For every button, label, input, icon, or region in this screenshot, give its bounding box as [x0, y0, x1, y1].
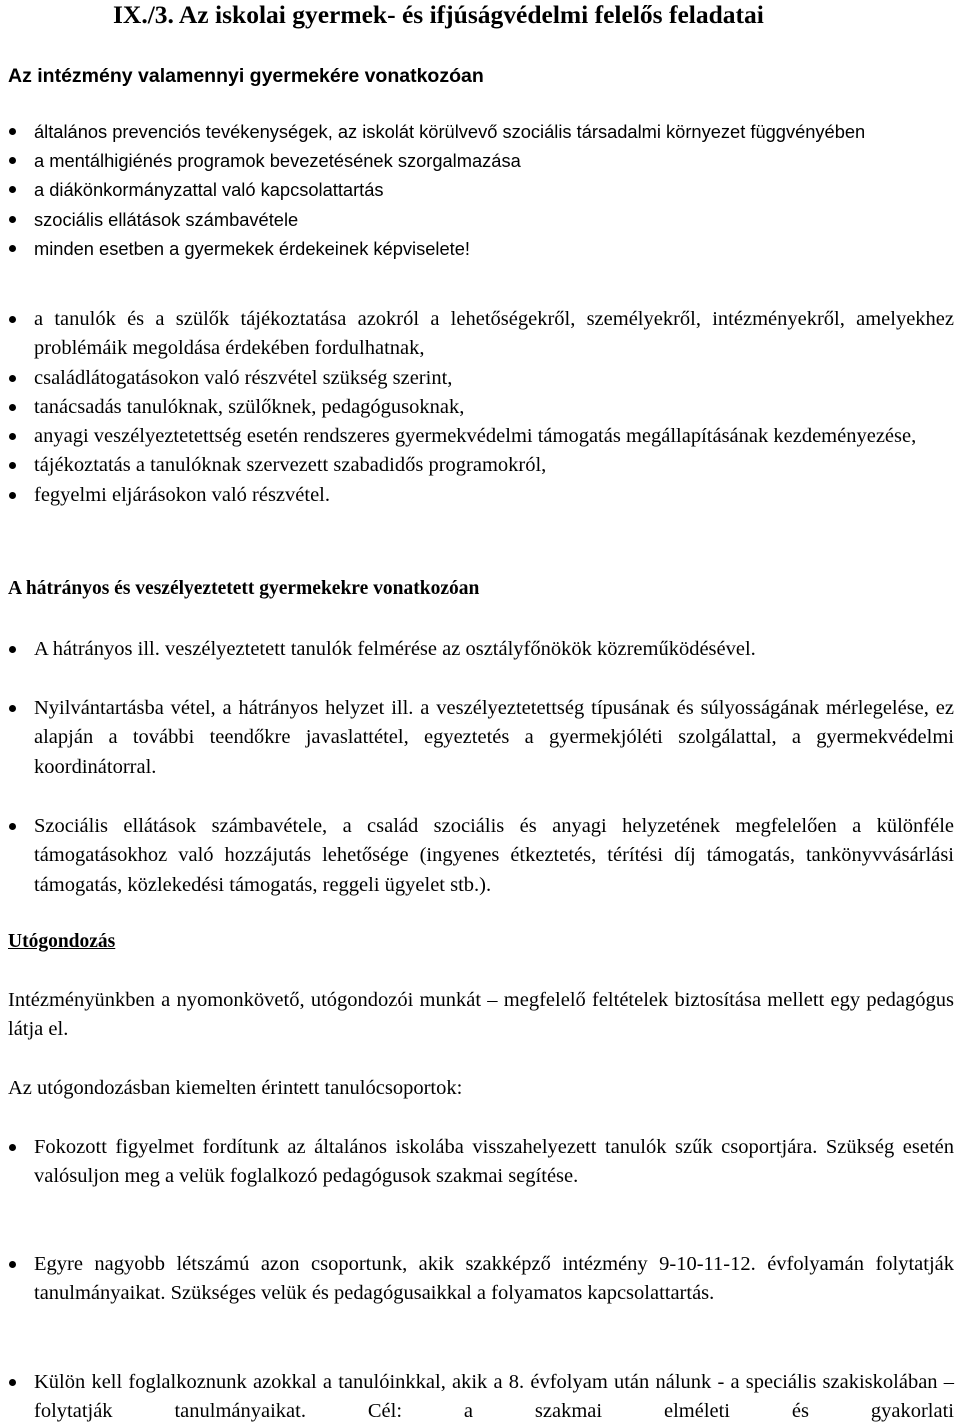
page-title: IX./3. Az iskolai gyermek- és ifjúságvédelmi felelős feladatai: [113, 0, 764, 29]
list-item: a tanulók és a szülők tájékoztatása azokról a lehetőségekről, személyekről, intézményekről, amelyekhez problémáik megoldása érdekében fordulhatnak,: [0, 305, 960, 364]
bullet-icon: [9, 375, 16, 382]
aftercare-paragraph: Intézményünkben a nyomonkövető, utógondozói munkát – megfelelő feltételek biztosítása mellett egy pedagógus látja el.: [8, 989, 954, 1041]
list-item: tájékoztatás a tanulóknak szervezett szabadidős programokról,: [0, 451, 960, 480]
disadvantaged-list-1: [0, 635, 960, 664]
general-tasks-list: [0, 117, 960, 263]
bullet-icon: [9, 186, 16, 193]
bullet-icon: [9, 823, 16, 830]
list-item: Egyre nagyobb létszámú azon csoportunk, akik szakképző intézmény 9-10-11-12. évfolyamán folytatják tanulmányaikat. Szükséges velük és pedagógusaikkal a folyamatos kapcsolattartás.: [0, 1250, 960, 1309]
list-item: szociális ellátások számbavétele: [0, 205, 960, 234]
bullet-icon: [9, 462, 16, 469]
list-item: fegyelmi eljárásokon való részvétel.: [0, 481, 960, 510]
list-item: Külön kell foglalkoznunk azokkal a tanulóinkkal, akik a 8. évfolyam után nálunk - a speciális szakiskolában – folytatják tanulmányaikat. Cél: a szakmai elméleti és gyakorlati: [0, 1368, 960, 1427]
section-heading-disadvantaged: A hátrányos és veszélyeztetett gyermekekre vonatkozóan: [8, 578, 480, 599]
bullet-icon: [9, 216, 16, 223]
bullet-icon: [9, 646, 16, 653]
disadvantaged-list-3: [0, 812, 960, 900]
list-item: A hátrányos ill. veszélyeztetett tanulók felmérése az osztályfőnökök közreműködésével.: [0, 635, 960, 664]
support-tasks-list: [0, 305, 960, 510]
bullet-icon: [9, 1144, 16, 1151]
bullet-icon: [9, 157, 16, 164]
list-item: családlátogatásokon való részvétel szükség szerint,: [0, 364, 960, 393]
bullet-icon: [9, 1261, 16, 1268]
aftercare-list-3: [0, 1368, 960, 1427]
list-item: Szociális ellátások számbavétele, a család szociális és anyagi helyzetének megfelelően a különféle támogatásokhoz való hozzájutás lehetősége (ingyenes étkeztetés, térítési díj támogatás, tankönyvvásárlási támogatás, közlekedési támogatás, reggeli ügyelet stb.).: [0, 812, 960, 900]
section-heading-aftercare: Utógondozás: [8, 931, 116, 952]
list-item: anyagi veszélyeztetettség esetén rendszeres gyermekvédelmi támogatás megállapításának kezdeményezése,: [0, 422, 960, 451]
bullet-icon: [9, 245, 16, 252]
aftercare-list-2: [0, 1250, 960, 1309]
list-item: Nyilvántartásba vétel, a hátrányos helyzet ill. a veszélyeztetettség típusának és súlyosságának mérlegelése, ez alapján a további teendőkre javaslattétel, egyeztetés a gyermekjóléti szolgálattal, a gyermekvédelmi koordinátorral.: [0, 694, 960, 782]
disadvantaged-list-2: [0, 694, 960, 782]
list-item: tanácsadás tanulóknak, szülőknek, pedagógusoknak,: [0, 393, 960, 422]
list-item: minden esetben a gyermekek érdekeinek képviselete!: [0, 234, 960, 263]
bullet-icon: [9, 705, 16, 712]
bullet-icon: [9, 492, 16, 499]
aftercare-list-1: [0, 1133, 960, 1192]
list-item: a mentálhigiénés programok bevezetésének szorgalmazása: [0, 146, 960, 175]
list-item: általános prevenciós tevékenységek, az iskolát körülvevő szociális társadalmi környezet függvényében: [0, 117, 960, 146]
bullet-icon: [9, 433, 16, 440]
section-heading-all-children: Az intézmény valamennyi gyermekére vonatkozóan: [8, 65, 484, 87]
list-item: Fokozott figyelmet fordítunk az általános iskolába visszahelyezett tanulók szűk csoportjára. Szükség esetén valósuljon meg a velük foglalkozó pedagógusok szakmai segítése.: [0, 1133, 960, 1192]
bullet-icon: [9, 404, 16, 411]
aftercare-groups-intro: Az utógondozásban kiemelten érintett tanulócsoportok:: [8, 1077, 463, 1099]
bullet-icon: [9, 1379, 16, 1386]
list-item: a diákönkormányzattal való kapcsolattartás: [0, 175, 960, 204]
bullet-icon: [9, 316, 16, 323]
bullet-icon: [9, 128, 16, 135]
